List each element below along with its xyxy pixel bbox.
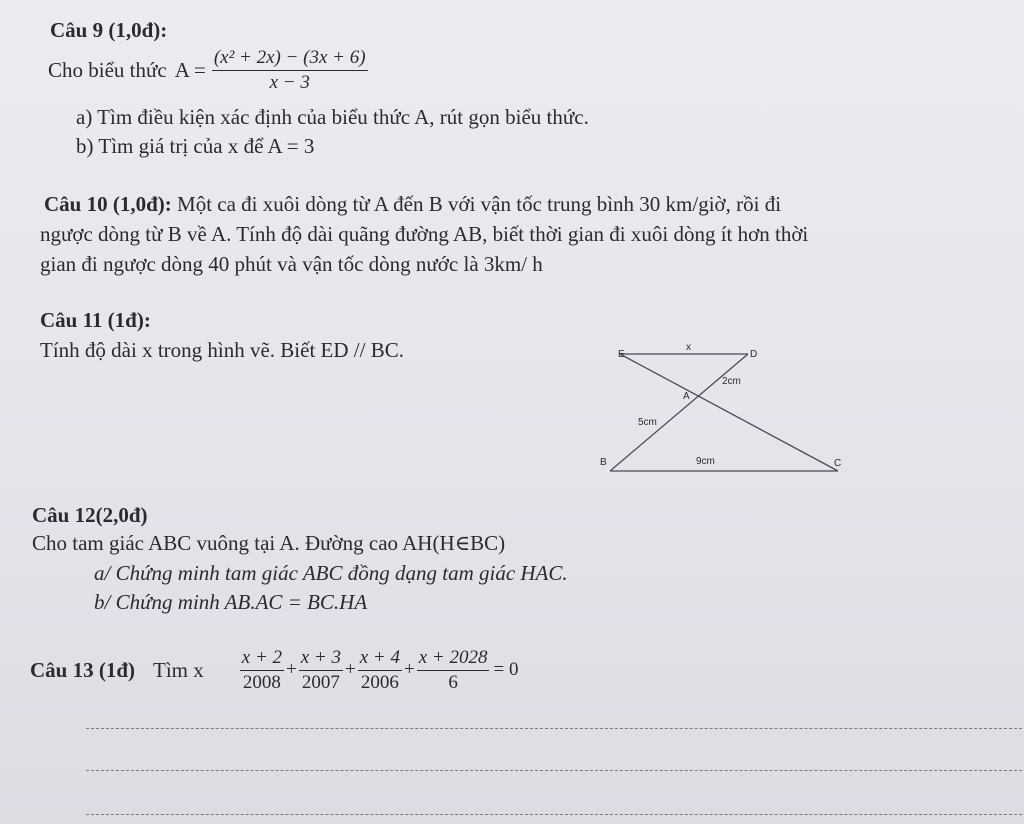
q13-fraction-3 (358, 648, 402, 693)
q13-fraction-4-den: 6 (448, 671, 458, 693)
segment-EC (620, 354, 838, 471)
q10-heading: Câu 10 (1,0đ): (44, 192, 172, 216)
q12-part-a: a/ Chứng minh tam giác ABC đồng dạng tam giác HAC. (94, 561, 568, 585)
q13-prompt: Tìm x (153, 657, 204, 682)
point-label-D: D (750, 349, 758, 360)
point-label-E: E (618, 349, 625, 360)
q13-fraction-3-num: x + 4 (358, 648, 402, 671)
q9-heading: Câu 9 (1,0đ): (50, 18, 168, 42)
q10-line1 (44, 192, 781, 217)
q13-fraction-2-num: x + 3 (299, 648, 343, 671)
answer-line (86, 728, 1022, 729)
q12-heading: Câu 12(2,0đ) (32, 503, 148, 527)
q9-part-b: b) Tìm giá trị của x để A = 3 (76, 134, 315, 158)
q13-line (30, 648, 518, 693)
point-label-C: C (834, 458, 842, 469)
q9-part-a: a) Tìm điều kiện xác định của biểu thức A, rút gọn biểu thức. (76, 105, 589, 129)
plus-sign: + (286, 659, 297, 681)
q10-line3: gian đi ngược dòng 40 phút và vận tốc dòng nước là 3km/ h (40, 252, 543, 276)
label-2cm: 2cm (722, 376, 741, 387)
q13-fraction-2 (299, 648, 343, 693)
q9-fraction-numerator: (x² + 2x) − (3x + 6) (212, 48, 368, 71)
point-label-B: B (600, 457, 607, 468)
q12-text: Cho tam giác ABC vuông tại A. Đường cao AH(H∈BC) (32, 531, 506, 555)
q13-equation (240, 648, 519, 693)
q12-part-b: b/ Chứng minh AB.AC = BC.HA (94, 590, 368, 614)
q13-fraction-1 (240, 648, 284, 693)
q9-expression-line (48, 48, 368, 93)
q13-fraction-4 (417, 648, 490, 693)
label-9cm: 9cm (696, 456, 715, 467)
q13-fraction-3-den: 2006 (360, 671, 399, 693)
q9-intro: Cho biểu thức (48, 57, 167, 82)
q9-fraction (212, 48, 368, 93)
answer-line (86, 770, 1022, 771)
answer-line (86, 814, 1022, 815)
q13-fraction-1-den: 2008 (242, 671, 281, 693)
q10-line2: ngược dòng từ B về A. Tính độ dài quãng đường AB, biết thời gian đi xuôi dòng ít hơn thời (40, 222, 809, 246)
q13-fraction-2-den: 2007 (301, 671, 340, 693)
label-x: x (686, 342, 691, 353)
plus-sign: + (345, 659, 356, 681)
label-5cm: 5cm (638, 417, 657, 428)
q9-expr-lhs: A = (174, 57, 206, 82)
q13-rhs: = 0 (493, 659, 519, 681)
q13-heading: Câu 13 (1đ) (30, 657, 136, 682)
q9-fraction-denominator: x − 3 (269, 71, 310, 93)
q11-text: Tính độ dài x trong hình vẽ. Biết ED // BC. (40, 338, 404, 362)
q11-heading: Câu 11 (1đ): (40, 308, 151, 332)
q11-figure (590, 338, 860, 478)
point-label-A: A (683, 391, 690, 402)
q13-fraction-1-num: x + 2 (240, 648, 284, 671)
q10-line1-text: Một ca đi xuôi dòng từ A đến B với vận tốc trung bình 30 km/giờ, rồi đi (171, 192, 782, 216)
q13-fraction-4-num: x + 2028 (417, 648, 490, 671)
segment-DB (610, 354, 748, 471)
plus-sign: + (404, 659, 415, 681)
